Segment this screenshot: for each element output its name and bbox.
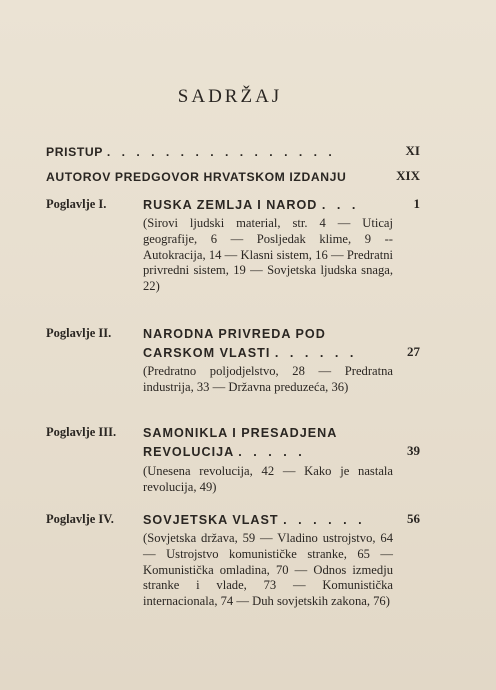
chapter-description: (Sovjetska država, 59 — Vladino ustrojstvo, 64 — Ustrojstvo komunističke stranke, 65 — Komunistička omladina, 70 — Odnos izmedju stranke i vlade, 73 — Komunistička internacionala, 74 — Duh sovjetskih zakona, 76): [143, 531, 393, 609]
dot-leader: . . . . .: [238, 445, 306, 459]
toc-heading: SAMONIKLA I PRESADJENA REVOLUCIJA: [143, 426, 337, 459]
page-title: SADRŽAJ: [177, 86, 283, 107]
toc-heading: NARODNA PRIVREDA POD CARSKOM VLASTI: [143, 327, 326, 360]
toc-heading: PRISTUP: [46, 145, 103, 159]
toc-heading: SOVJETSKA VLAST: [143, 513, 279, 527]
chapter-description: (Sirovi ljudski material, str. 4 — Uticaj geografije, 6 — Posljedak klime, 9 -- Autokracija, 14 — Klasni sistem, 16 — Predratni privredni sistem, 19 — Sovjetska ljudska snaga, 22): [143, 216, 393, 294]
toc-page-number: XI: [405, 143, 420, 158]
chapter-label: Poglavlje I.: [46, 197, 107, 211]
toc-heading: AUTOROV PREDGOVOR HRVATSKOM IZDANJU: [46, 170, 347, 184]
toc-heading: RUSKA ZEMLJA I NAROD: [143, 198, 318, 212]
toc-page-number: 56: [407, 511, 420, 526]
chapter-description: (Unesena revolucija, 42 — Kako je nastala revolucija, 49): [143, 464, 393, 494]
dot-leader: . . . . . .: [283, 513, 366, 527]
toc-page-number: XIX: [396, 168, 420, 183]
chapter-label: Poglavlje III.: [46, 425, 117, 439]
toc-page-number: 39: [407, 443, 420, 458]
chapter-description: (Predratno poljodjelstvo, 28 — Predratna industrija, 33 — Državna preduzeća, 36): [143, 364, 393, 394]
dot-leader: . . . . . . . . . . . . . . . .: [106, 145, 336, 159]
dot-leader: . . . . . .: [274, 346, 358, 360]
dot-leader: . . .: [321, 198, 360, 212]
toc-page-number: 27: [407, 344, 420, 359]
toc-page-number: 1: [413, 196, 420, 211]
chapter-label: Poglavlje II.: [46, 326, 112, 340]
chapter-label: Poglavlje IV.: [46, 512, 114, 526]
